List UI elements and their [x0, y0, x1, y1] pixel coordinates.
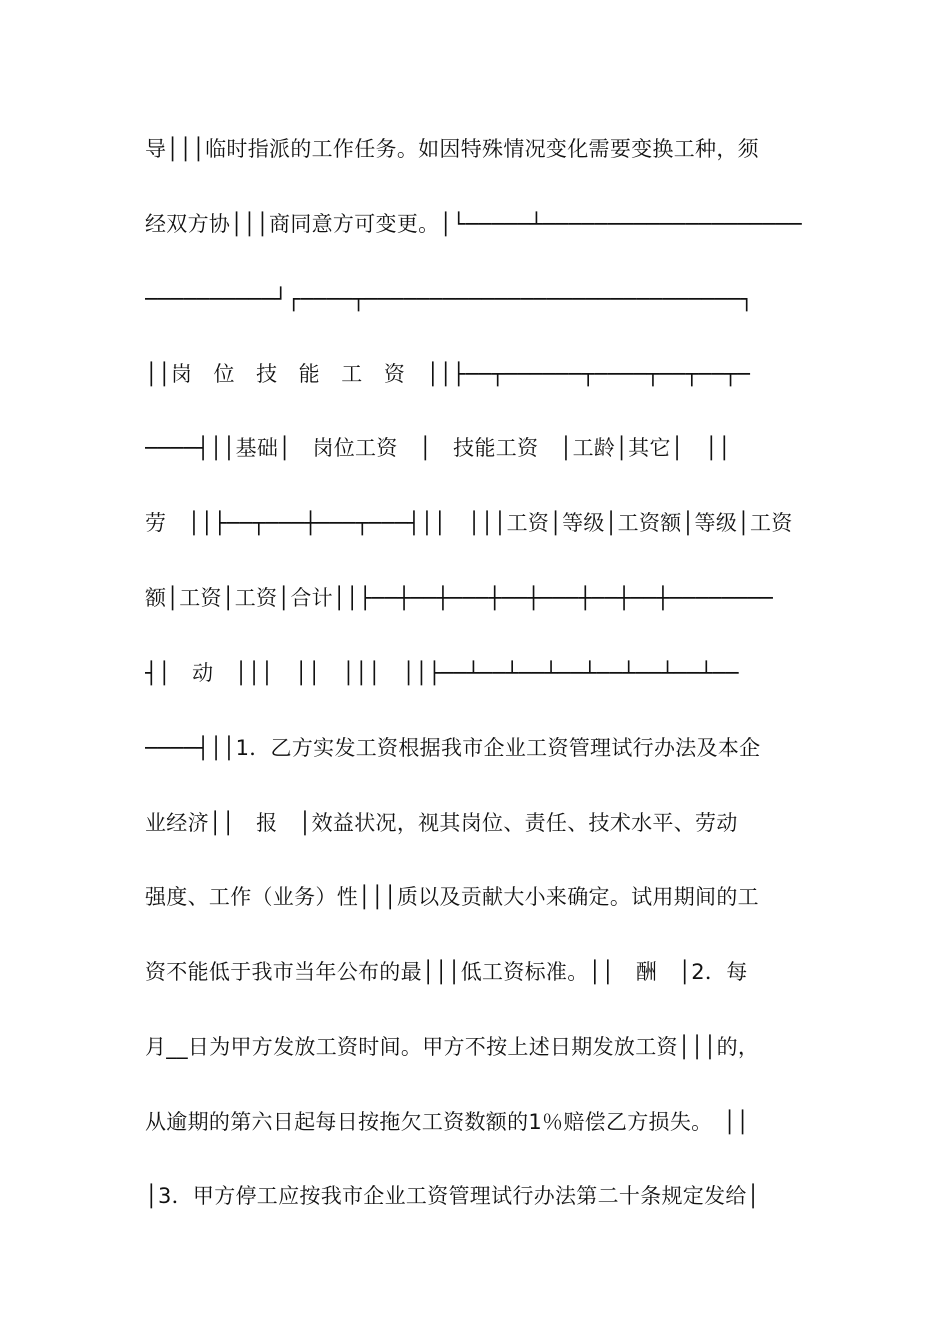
- table-header-line: 劳 ││├──┬───┼───┬───┤││ │││工资│等级│工资额│等级│工资: [145, 511, 793, 535]
- text-line: 经双方协│││商同意方可变更。│└─────┴────────────────────: [145, 212, 802, 236]
- text-line: 导│││临时指派的工作任务。如因特殊情况变化需要变换工种，须: [145, 137, 759, 161]
- table-header-line: 额│工资│工资│合计││├──┼──┼───┼──┼───┼──┼──┼────────: [145, 586, 773, 610]
- text-line: 从逾期的第六日起每日按拖欠工资数额的1％赔偿乙方损失。 ││: [145, 1110, 750, 1134]
- text-line: 月__日为甲方发放工资时间。甲方不按上述日期发放工资│││的，: [145, 1035, 760, 1059]
- text-line: 资不能低于我市当年公布的最│││低工资标准。││ 酬 │2．每: [145, 960, 748, 984]
- table-header-line: ────┤││基础│ 岗位工资 │ 技能工资 │工龄│其它│ ││: [145, 436, 731, 460]
- table-border-line: ──────────┘┌────┬─────────────────────────────┐: [145, 287, 754, 311]
- table-header-line: ││岗 位 技 能 工 资 ││├──┬──────┬────┬──┬──┬─: [145, 362, 751, 386]
- text-line: ────┤││1．乙方实发工资根据我市企业工资管理试行办法及本企: [145, 736, 761, 760]
- text-line: 业经济││ 报 │效益状况，视其岗位、责任、技术水平、劳动: [145, 811, 738, 835]
- text-line: 强度、工作（业务）性│││质以及贡献大小来确定。试用期间的工: [145, 885, 759, 909]
- text-line: │3．甲方停工应按我市企业工资管理试行办法第二十条规定发给│: [145, 1184, 760, 1208]
- table-row-line: ┤│ 动 │││ ││ │││ ││├──┴──┴──┴──┴──┴──┴──┴──: [145, 661, 739, 685]
